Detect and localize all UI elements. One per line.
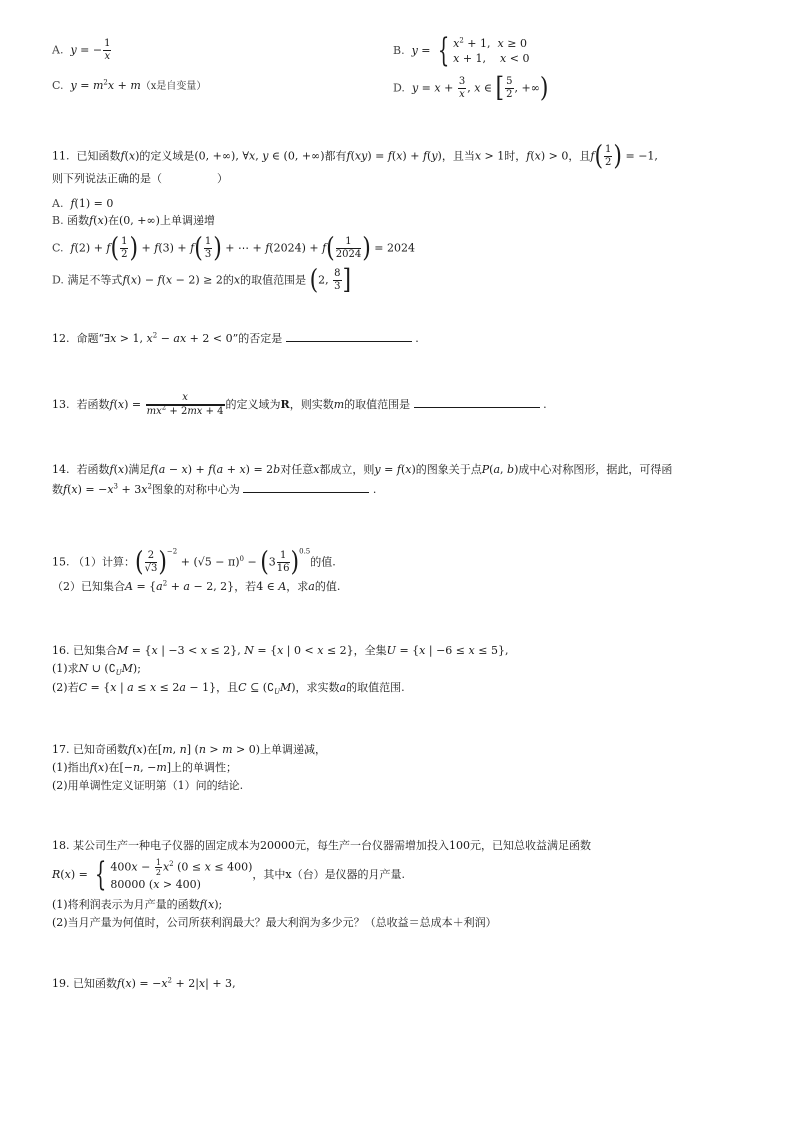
q19-stem: 19. 已知函数$f(x) = -x^2 + 2|x| + 3$, [52,976,236,990]
q11-stem: 11. 已知函数f(x)的定义域是(0, +∞), ∀x, y ∈ (0, +∞)都有f(xy) = f(x) + f(y)，且当x > 1时，f(x) > 0，且f( $\frac{1}{2}$ ) = −1, [52,140,658,172]
q10-option-a: A. y = − $\frac{1}{x}$ [52,38,111,62]
q11-option-a: A. f(1) = 0 [52,197,114,210]
q12: 12. 命题“∃x > 1, $x^2$ − ax + 2 < 0”的否定是 . [52,331,419,345]
q18-stem: 18. 某公司生产一种电子仪器的固定成本为20000元，每生产一台仪器需增加投入100元，已知总收益满足函数 [52,839,591,852]
q11-option-c: C. f(2) + f( $\frac{1}{2}$ ) + f(3) + f( $\frac{1}{3}$ ) + ⋯ + f(2024) + f( $\frac{1}{2024}$ ) = 2024 [52,232,416,264]
q18-part1: (1)将利润表示为月产量的函数f(x); [52,898,223,911]
q16-part2: (2)若C = {x | a ≤ x ≤ 2a − 1}，且C ⊆ $(∁_UM)$，求实数a的取值范围. [52,681,405,697]
q18-revenue-function: R(x) = { 400x − $\frac{1}{2}$ $x^2$ (0 ≤ x ≤ 400) 80000 (x > 400)，其中x（台）是仪器的月产量. [52,855,406,894]
q15-part1: 15. （1）计算：( $\frac{2}{√3}$ )$^{-2} + (√5 - \pi)^0 - (3$ $\frac{1}{16}$ )$^{0.5}$的值. [52,546,336,578]
q12-answer-blank[interactable] [286,331,412,342]
q17-part2: (2)用单调性定义证明第（1）问的结论. [52,779,244,792]
q14-line1: 14. 若函数f(x)满足f(a − x) + f(a + x) = 2b对任意x都成立，则y = f(x)的图象关于点P(a, b)成中心对称图形，据此，可得函 [52,463,673,476]
q10-option-b: B. y = { $x^2 + 1$, x ≥ 0 x + 1, x < 0 [393,31,530,70]
q14-line2: 数$f(x) = -x^3 + 3x^2$图象的对称中心为 . [52,482,377,496]
q11-option-d: D. 满足不等式f(x) − f(x − 2) ≥ 2的x的取值范围是 (2, $\frac{8}{3}$ ] [52,264,352,296]
q10-option-d: D. y = x + $\frac{3}{x}$ , x ∈ [ $\frac{5}{2}$ , +∞) [393,72,549,104]
q13: 13. 若函数f(x) = $\frac{x}{mx^2 + 2mx + 4}$ 的定义域为R，则实数m的取值范围是 . [52,392,547,417]
q18-part2: (2)当月产量为何值时，公司所获利润最大？最大利润为多少元？（总收益＝总成本＋利润） [52,916,497,929]
q17-part1: (1)指出f(x)在[−n, −m]上的单调性； [52,761,238,774]
q15-part2: （2）已知集合$A = \{a^2 + a - 2$, 2}，若4 ∈ A，求a的值. [52,579,341,593]
q16-stem: 16. 已知集合M = {x | −3 < x ≤ 2}, N = {x | 0 < x ≤ 2}，全集U = {x | −6 ≤ x ≤ 5}, [52,644,509,657]
q14-answer-blank[interactable] [243,482,369,493]
q13-answer-blank[interactable] [414,397,540,408]
q17-stem: 17. 已知奇函数f(x)在[m, n] (n > m > 0)上单调递减， [52,743,327,756]
q16-part1: (1)求N ∪ $(∁_UM)$; [52,662,141,678]
q11-option-b: B. 函数f(x)在(0, +∞)上单调递增 [52,214,215,227]
q10-option-c: C. $y = m^2x + m(x$是自变量） [52,78,207,92]
q11-stem-line2: 则下列说法正确的是（ ） [52,172,228,185]
